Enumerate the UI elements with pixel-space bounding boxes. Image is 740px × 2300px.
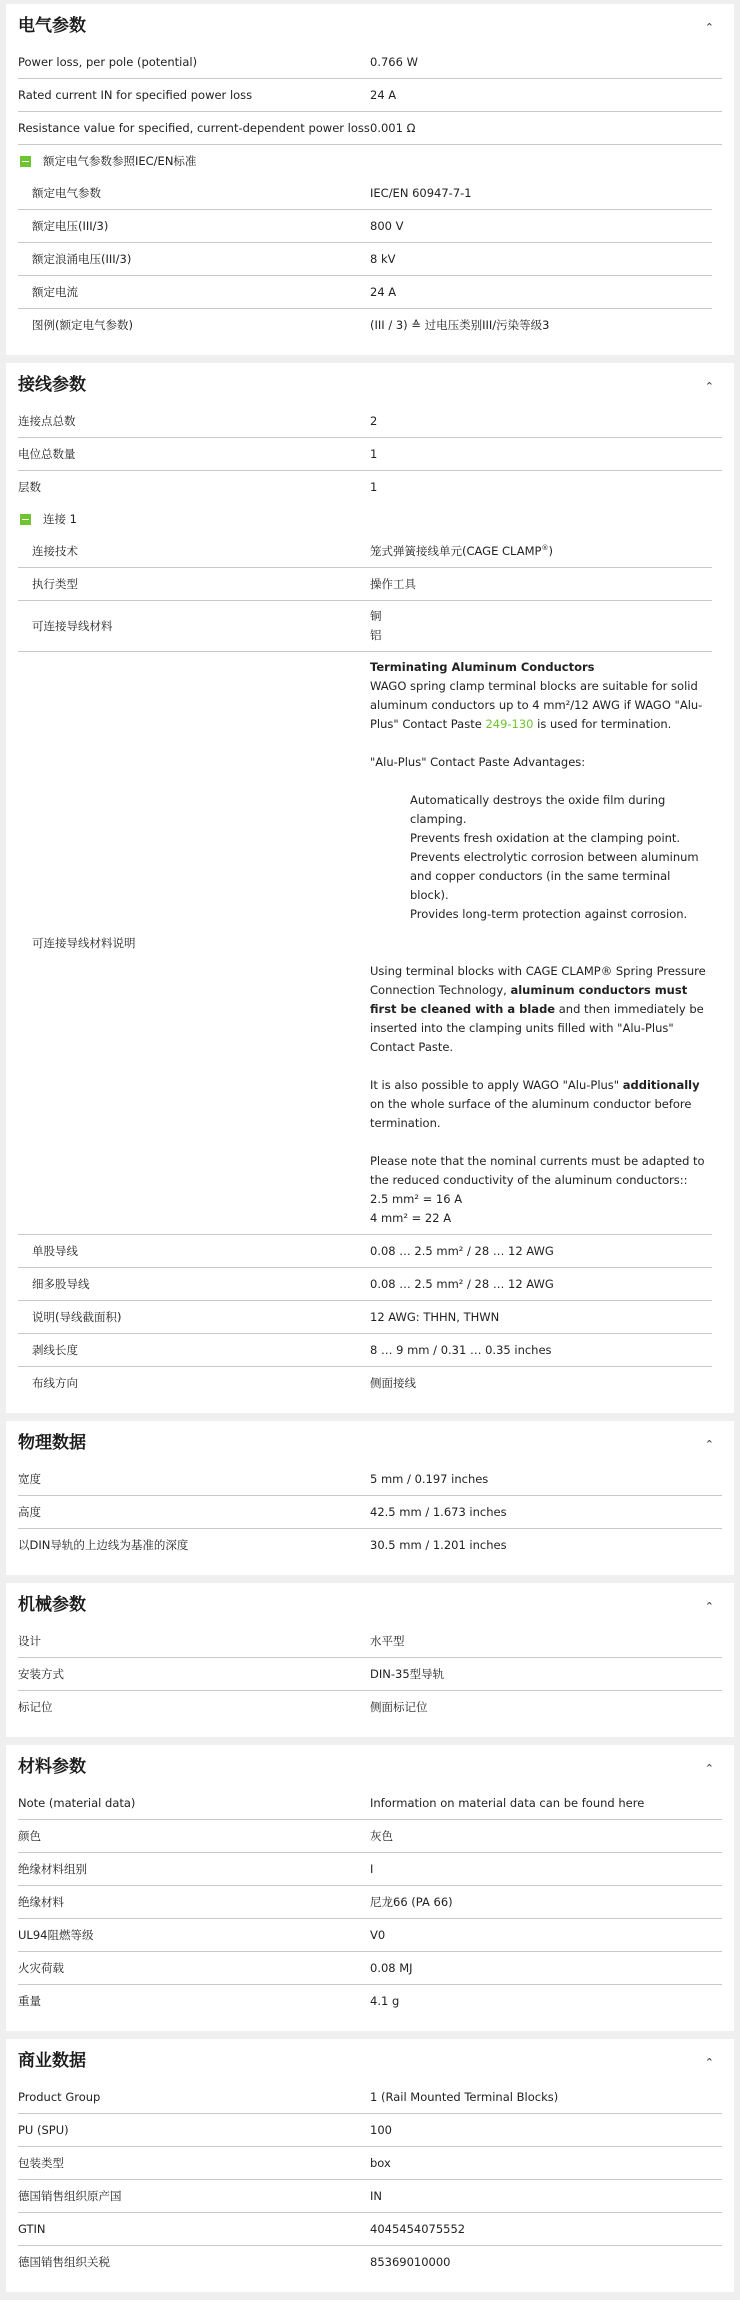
spec-row: [18, 2213, 722, 2246]
chevron-up-icon[interactable]: ⌃: [704, 1438, 714, 1451]
spec-key: 额定电流: [32, 285, 78, 299]
spec-key: Note (material data): [18, 1796, 136, 1810]
spec-value: 0.08 MJ: [370, 1961, 413, 1975]
spec-value: 0.766 W: [370, 55, 418, 69]
desc-paragraph: [370, 962, 712, 1057]
spec-value: 85369010000: [370, 2255, 451, 2269]
spec-row: [18, 1496, 722, 1529]
spec-key: 颜色: [18, 1829, 41, 1843]
advantages-list: [370, 791, 712, 924]
section-wiring: [6, 363, 734, 1413]
desc-text: on the whole surface of the aluminum conductor before termination.: [370, 1097, 692, 1130]
desc-paragraph: 4 mm² = 22 A: [370, 1211, 452, 1225]
spec-value: [370, 543, 712, 559]
spec-key: 图例(额定电气参数): [32, 318, 133, 332]
spec-value: I: [370, 1862, 374, 1876]
minus-square-icon[interactable]: [20, 514, 31, 525]
registered-mark: ®: [541, 544, 549, 553]
material-info-link[interactable]: Information on material data can be found here: [370, 1796, 645, 1810]
spec-key: 安装方式: [18, 1667, 64, 1681]
spec-key: 绝缘材料组别: [18, 1862, 87, 1876]
section-mechanical: [6, 1583, 734, 1737]
spec-row: [18, 1787, 722, 1820]
spec-value: 8 … 9 mm / 0.31 … 0.35 inches: [370, 1343, 552, 1357]
spec-key: 高度: [18, 1505, 41, 1519]
spec-value: 0.08 … 2.5 mm² / 28 … 12 AWG: [370, 1244, 554, 1258]
desc-text: WAGO spring clamp terminal blocks are suitable for solid aluminum conductors up to 4 mm²/12 AWG if WAGO "Alu-Plus" Contact Paste: [370, 679, 703, 731]
spec-value: 5 mm / 0.197 inches: [370, 1472, 489, 1486]
spec-key: 额定电气参数: [32, 186, 101, 200]
section-header[interactable]: [18, 2039, 722, 2081]
spec-row: [18, 471, 722, 503]
section-electrical: [6, 4, 734, 355]
spec-row: [18, 2147, 722, 2180]
section-title: 接线参数: [18, 375, 86, 395]
spec-row: [18, 568, 712, 601]
spec-key: 额定浪涌电压(III/3): [32, 252, 132, 266]
spec-row: [18, 1952, 722, 1985]
spec-row: [18, 2246, 722, 2278]
spec-key: 德国销售组织原产国: [18, 2189, 122, 2203]
spec-row: [18, 1235, 712, 1268]
spec-key: 可连接导线材料说明: [32, 936, 136, 950]
spec-row: [18, 1367, 712, 1399]
desc-bold: additionally: [622, 1078, 700, 1092]
section-physical: [6, 1421, 734, 1575]
section-title: 电气参数: [18, 16, 86, 36]
spec-key: 德国销售组织关税: [18, 2255, 110, 2269]
spec-row: [18, 177, 712, 210]
spec-row: [18, 2081, 722, 2114]
spec-row: [18, 1334, 712, 1367]
spec-key: 标记位: [18, 1700, 53, 1714]
spec-value: 30.5 mm / 1.201 inches: [370, 1538, 507, 1552]
spec-row: [18, 535, 712, 568]
spec-value: 0.001 Ω: [370, 121, 416, 135]
spec-value: 42.5 mm / 1.673 inches: [370, 1505, 507, 1519]
spec-value: DIN-35型导轨: [370, 1667, 445, 1681]
section-header[interactable]: [18, 1421, 722, 1463]
spec-value: IN: [370, 2189, 382, 2203]
spec-value: 尼龙66 (PA 66): [370, 1895, 453, 1909]
spec-key: 连接技术: [32, 544, 78, 558]
group-label: 连接 1: [43, 512, 77, 526]
spec-value: 4.1 g: [370, 1994, 400, 2008]
spec-value: 12 AWG: THHN, THWN: [370, 1310, 500, 1324]
spec-value: 100: [370, 2123, 392, 2137]
section-commercial: [6, 2039, 734, 2292]
section-title: 商业数据: [18, 2051, 86, 2071]
spec-key: 说明(导线截面积): [32, 1310, 122, 1324]
spec-value: (III / 3) ≙ 过电压类别III/污染等级3: [370, 318, 550, 332]
spec-value: 4045454075552: [370, 2222, 466, 2236]
desc-paragraph: [370, 677, 712, 734]
spec-value: 侧面接线: [370, 1376, 416, 1390]
chevron-up-icon[interactable]: ⌃: [704, 2056, 714, 2069]
list-item: Provides long-term protection against corrosion.: [410, 907, 688, 921]
spec-key: Rated current IN for specified power loss: [18, 88, 253, 102]
minus-square-icon[interactable]: [20, 156, 31, 167]
spec-row: [18, 1268, 712, 1301]
spec-key: PU (SPU): [18, 2123, 69, 2137]
spec-value: 1: [370, 447, 378, 461]
list-item: Automatically destroys the oxide film during clamping.: [410, 793, 666, 826]
spec-row: [18, 1919, 722, 1952]
section-title: 物理数据: [18, 1433, 86, 1453]
group-rows: [18, 177, 722, 341]
spec-key: Resistance value for specified, current-dependent power loss: [18, 121, 370, 135]
spec-value: 操作工具: [370, 577, 416, 591]
spec-value: 水平型: [370, 1634, 405, 1648]
spec-key: 层数: [18, 480, 41, 494]
spec-key: GTIN: [18, 2222, 46, 2236]
spec-key: 重量: [18, 1994, 41, 2008]
spec-row: [18, 46, 722, 79]
spec-row: [18, 652, 712, 1235]
spec-key: 连接点总数: [18, 414, 76, 428]
spec-key: 宽度: [18, 1472, 41, 1486]
spec-row: [18, 2114, 722, 2147]
spec-row: [18, 1853, 722, 1886]
spec-value: [370, 601, 712, 651]
spec-row: [18, 1301, 712, 1334]
spec-row: [18, 1658, 722, 1691]
spec-row: [18, 243, 712, 276]
spec-key: 额定电压(III/3): [32, 219, 109, 233]
group-rows: [18, 535, 722, 1399]
spec-row: [18, 1463, 722, 1496]
spec-key: 单股导线: [32, 1244, 78, 1258]
spec-value: 1 (Rail Mounted Terminal Blocks): [370, 2090, 559, 2104]
spec-key: 以DIN导轨的上边线为基准的深度: [18, 1538, 189, 1552]
spec-value: 2: [370, 414, 378, 428]
spec-row: [18, 210, 712, 243]
spec-value: 8 kV: [370, 252, 396, 266]
spec-row: [18, 405, 722, 438]
spec-value: 灰色: [370, 1829, 393, 1843]
list-item: Prevents fresh oxidation at the clamping point.: [410, 831, 681, 845]
spec-value: 800 V: [370, 219, 404, 233]
section-header[interactable]: [18, 363, 722, 405]
group-toggle[interactable]: [18, 145, 722, 177]
section-title: 材料参数: [18, 1757, 86, 1777]
conn-tech-end: ): [548, 544, 553, 558]
spec-key: 执行类型: [32, 577, 78, 591]
section-title: 机械参数: [18, 1595, 86, 1615]
section-header[interactable]: [18, 1583, 722, 1625]
chevron-up-icon[interactable]: ⌃: [704, 380, 714, 393]
spec-row: [18, 309, 712, 341]
desc-paragraph: "Alu-Plus" Contact Paste Advantages:: [370, 755, 586, 769]
desc-text: It is also possible to apply WAGO "Alu-Plus": [370, 1078, 623, 1092]
desc-paragraph: 2.5 mm² = 16 A: [370, 1192, 463, 1206]
chevron-up-icon[interactable]: ⌃: [704, 1762, 714, 1775]
material-copper: 铜: [370, 609, 382, 623]
spec-row: [18, 1529, 722, 1561]
spec-row: [18, 1820, 722, 1853]
chevron-up-icon[interactable]: ⌃: [704, 1600, 714, 1613]
spec-row: [18, 276, 712, 309]
spec-key: 细多股导线: [32, 1277, 90, 1291]
spec-row: [18, 112, 722, 145]
spec-row: [18, 79, 722, 112]
spec-value: 0.08 … 2.5 mm² / 28 … 12 AWG: [370, 1277, 554, 1291]
spec-key: 可连接导线材料: [32, 619, 113, 633]
desc-bold: aluminum conductors must first be cleaned with a blade: [370, 983, 688, 1016]
spec-value: IEC/EN 60947-7-1: [370, 186, 472, 200]
desc-text: and then immediately be inserted into the clamping units filled with "Alu-Plus" Contact Paste.: [370, 1002, 704, 1054]
desc-paragraph: [370, 1076, 712, 1133]
spec-key: 电位总数量: [18, 447, 76, 461]
chevron-up-icon[interactable]: ⌃: [704, 21, 714, 34]
spec-row: [18, 601, 712, 652]
desc-text: Using terminal blocks with CAGE CLAMP® Spring Pressure Connection Technology,: [370, 964, 706, 997]
group-label: 额定电气参数参照IEC/EN标准: [43, 154, 197, 168]
spec-key: 剥线长度: [32, 1343, 78, 1357]
spec-key: 火灾荷载: [18, 1961, 64, 1975]
list-item: Prevents electrolytic corrosion between aluminum and copper conductors (in the same terminal block).: [410, 850, 699, 902]
spec-key: UL94阻燃等级: [18, 1928, 94, 1942]
desc-title: Terminating Aluminum Conductors: [370, 660, 595, 674]
spec-row: [18, 1625, 722, 1658]
spec-row: [18, 2180, 722, 2213]
spec-key: 布线方向: [32, 1376, 78, 1390]
spec-row: [18, 1691, 722, 1723]
conn-tech-text: 笼式弹簧接线单元(CAGE CLAMP: [370, 544, 542, 558]
material-aluminum: 铝: [370, 628, 382, 642]
spec-value: V0: [370, 1928, 386, 1942]
spec-key: Power loss, per pole (potential): [18, 55, 198, 69]
spec-key: 绝缘材料: [18, 1895, 64, 1909]
spec-value: 侧面标记位: [370, 1700, 428, 1714]
desc-text: is used for termination.: [533, 717, 672, 731]
section-header[interactable]: [18, 1745, 722, 1787]
section-header[interactable]: [18, 4, 722, 46]
spec-row: [18, 438, 722, 471]
spec-value: 1: [370, 480, 378, 494]
spec-key: Product Group: [18, 2090, 101, 2104]
spec-key: 设计: [18, 1634, 41, 1648]
group-toggle[interactable]: [18, 503, 722, 535]
section-material: [6, 1745, 734, 2031]
spec-value: 24 A: [370, 285, 397, 299]
spec-value: 24 A: [370, 88, 397, 102]
spec-row: [18, 1886, 722, 1919]
spec-key: 包装类型: [18, 2156, 64, 2170]
spec-row: [18, 1985, 722, 2017]
paste-link[interactable]: 249-130: [485, 717, 534, 731]
spec-description: [370, 652, 712, 1234]
spec-value: box: [370, 2156, 391, 2170]
desc-paragraph: Please note that the nominal currents must be adapted to the reduced conductivity of the aluminum conductors::: [370, 1154, 705, 1187]
